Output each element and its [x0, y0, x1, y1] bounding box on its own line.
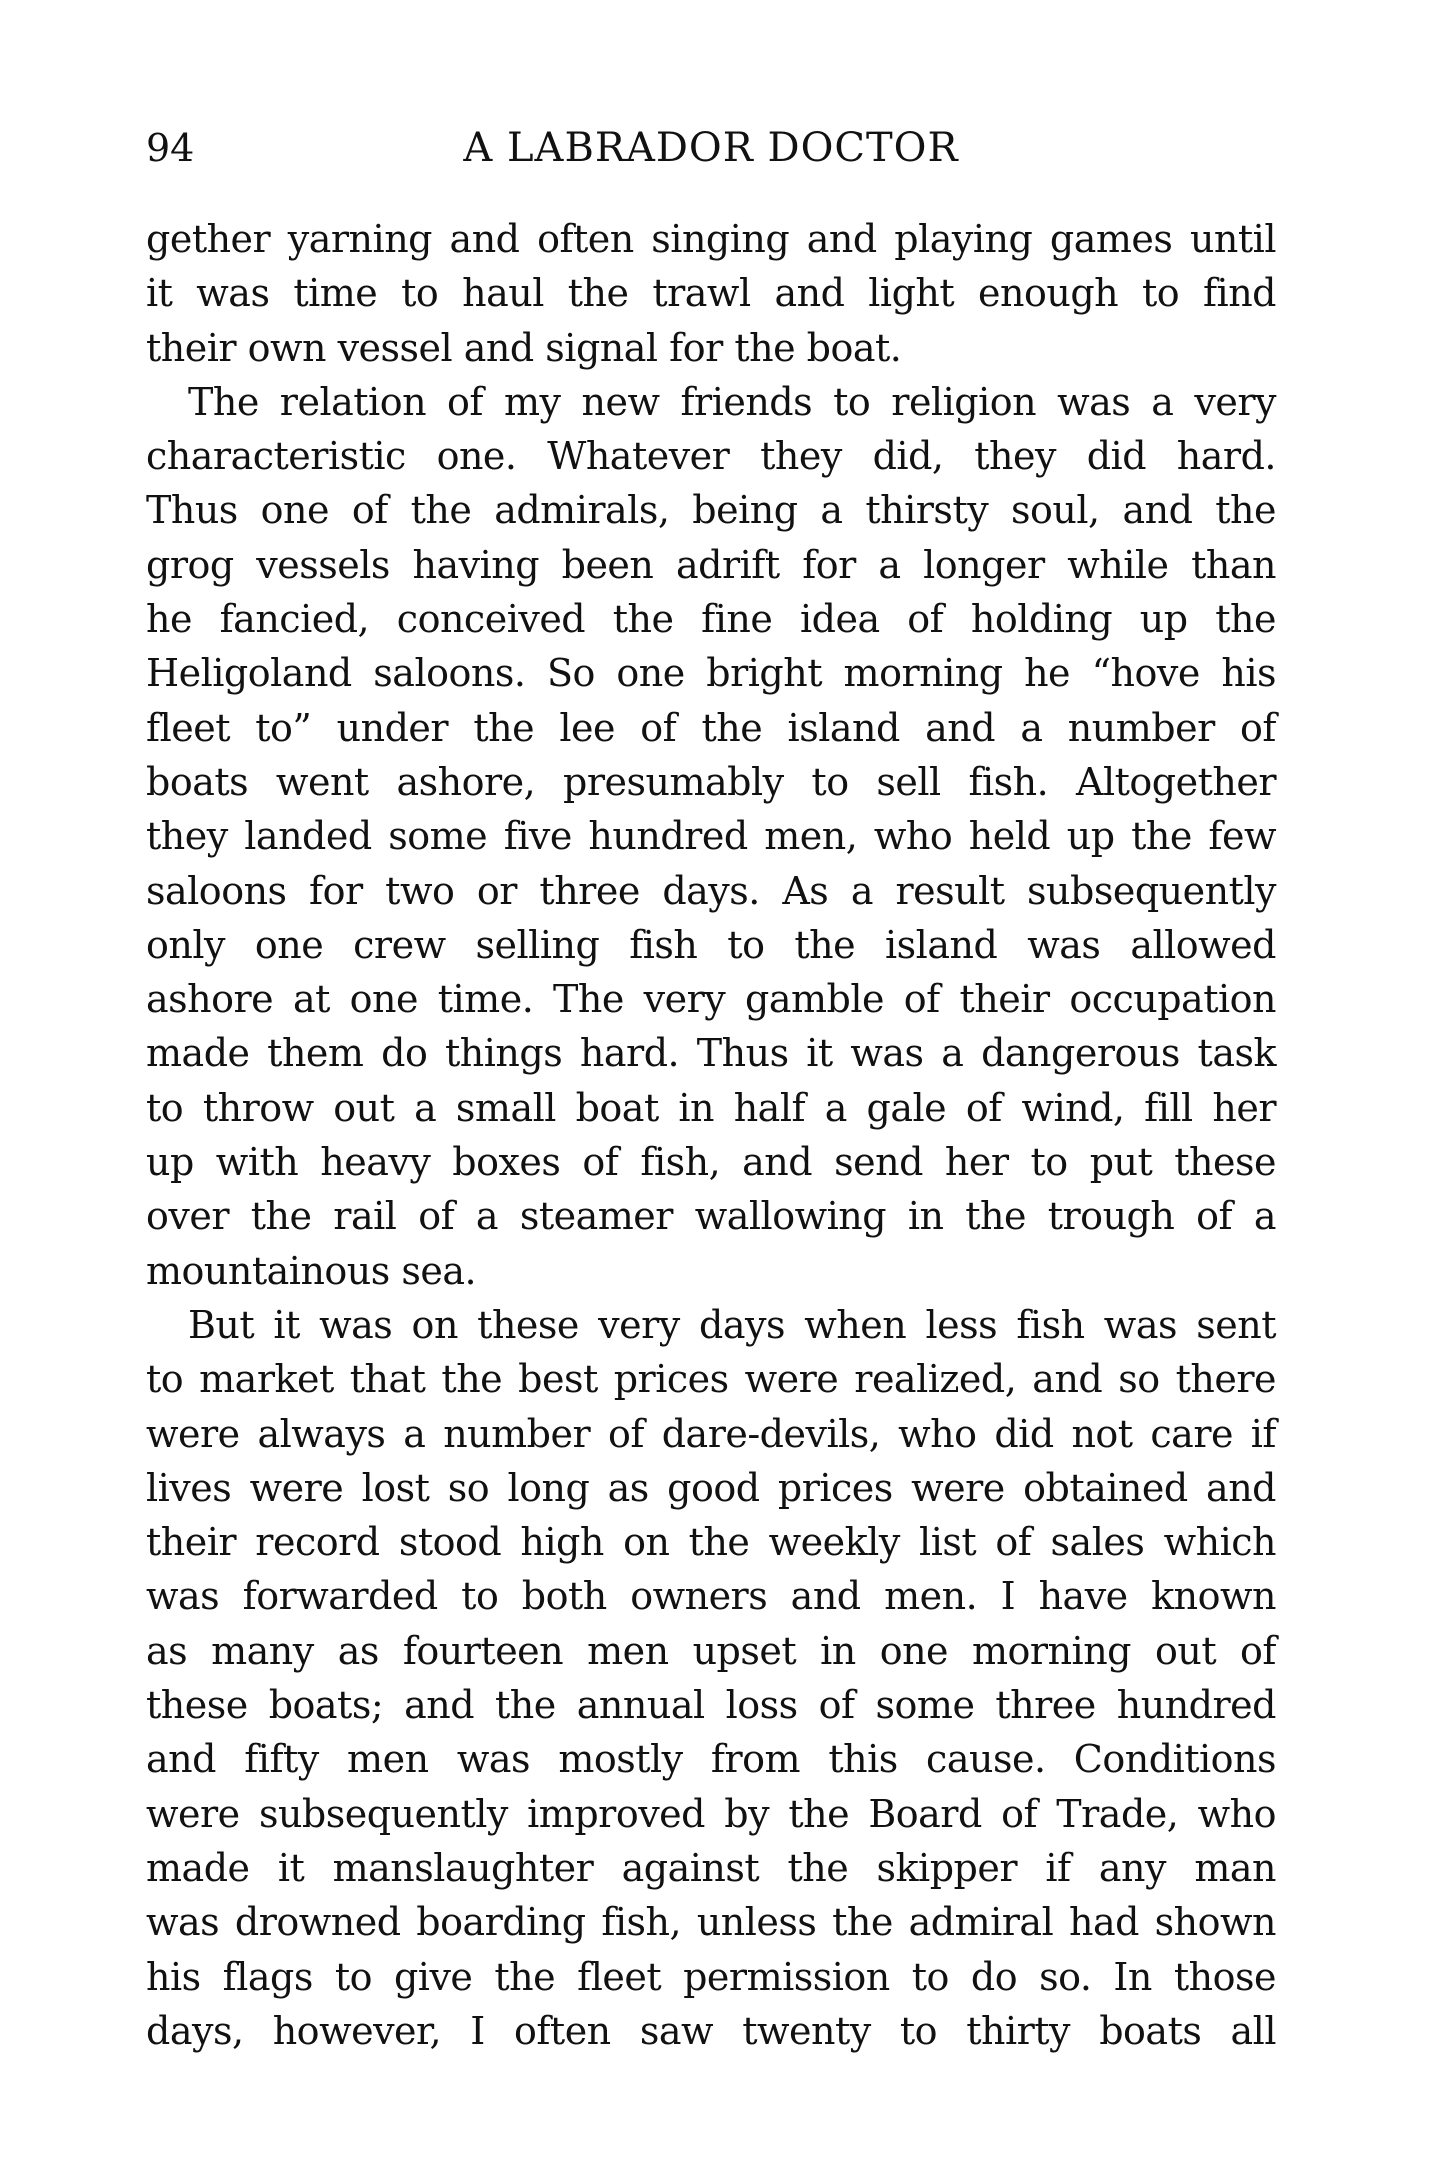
text-line: it was time to haul the trawl and light enough to find — [146, 271, 1276, 316]
text-line: saloons for two or three days. As a result subsequently — [146, 868, 1276, 913]
text-line: was drowned boarding fish, unless the admiral had shown — [146, 1900, 1276, 1945]
body-text — [146, 212, 1276, 2058]
paragraph — [146, 1298, 1276, 2058]
text-line: their record stood high on the weekly list of sales which — [146, 1520, 1276, 1565]
text-line: boats went ashore, presumably to sell fish. Altogether — [146, 759, 1276, 804]
text-line: only one crew selling fish to the island was allowed — [146, 922, 1276, 967]
text-line: But it was on these very days when less fish was sent — [188, 1302, 1276, 1347]
text-line: were subsequently improved by the Board of Trade, who — [146, 1791, 1276, 1836]
text-line: were always a number of dare-devils, who did not care if — [146, 1411, 1276, 1456]
running-title: A LABRADOR DOCTOR — [463, 125, 959, 171]
text-line: up with heavy boxes of fish, and send her to put these — [146, 1140, 1276, 1185]
text-line: as many as fourteen men upset in one morning out of — [146, 1628, 1276, 1673]
page-header — [146, 118, 1276, 178]
text-line: grog vessels having been adrift for a longer while than — [146, 542, 1276, 587]
text-line: over the rail of a steamer wallowing in the trough of a — [146, 1194, 1276, 1239]
text-line: Thus one of the admirals, being a thirsty soul, and the — [146, 488, 1276, 533]
text-line: he fancied, conceived the fine idea of holding up the — [146, 597, 1276, 642]
text-line: mountainous sea. — [146, 1248, 477, 1293]
text-line: and fifty men was mostly from this cause. Conditions — [146, 1737, 1276, 1782]
text-line: was forwarded to both owners and men. I have known — [146, 1574, 1276, 1619]
text-line: to market that the best prices were realized, and so there — [146, 1357, 1276, 1402]
text-line: made them do things hard. Thus it was a dangerous task — [146, 1031, 1276, 1076]
page-number: 94 — [146, 126, 195, 170]
paragraph — [146, 212, 1276, 375]
text-line: ashore at one time. The very gamble of their occupation — [146, 977, 1276, 1022]
text-line: days, however, I often saw twenty to thirty boats all — [146, 2008, 1276, 2053]
text-line: characteristic one. Whatever they did, they did hard. — [146, 434, 1276, 479]
text-line: fleet to” under the lee of the island and a number of — [146, 705, 1276, 750]
text-line: their own vessel and signal for the boat. — [146, 325, 902, 370]
text-line: Heligoland saloons. So one bright morning he “hove his — [146, 651, 1276, 696]
paragraph — [146, 375, 1276, 1298]
text-line: lives were lost so long as good prices were obtained and — [146, 1465, 1276, 1510]
text-line: his flags to give the fleet permission to do so. In those — [146, 1954, 1276, 1999]
text-line: The relation of my new friends to religion was a very — [188, 379, 1276, 424]
text-line: they landed some five hundred men, who held up the few — [146, 814, 1276, 859]
text-line: gether yarning and often singing and playing games until — [146, 217, 1276, 261]
text-line: to throw out a small boat in half a gale of wind, fill her — [146, 1085, 1276, 1130]
text-line: these boats; and the annual loss of some three hundred — [146, 1683, 1276, 1728]
text-line: made it manslaughter against the skipper if any man — [146, 1845, 1276, 1890]
